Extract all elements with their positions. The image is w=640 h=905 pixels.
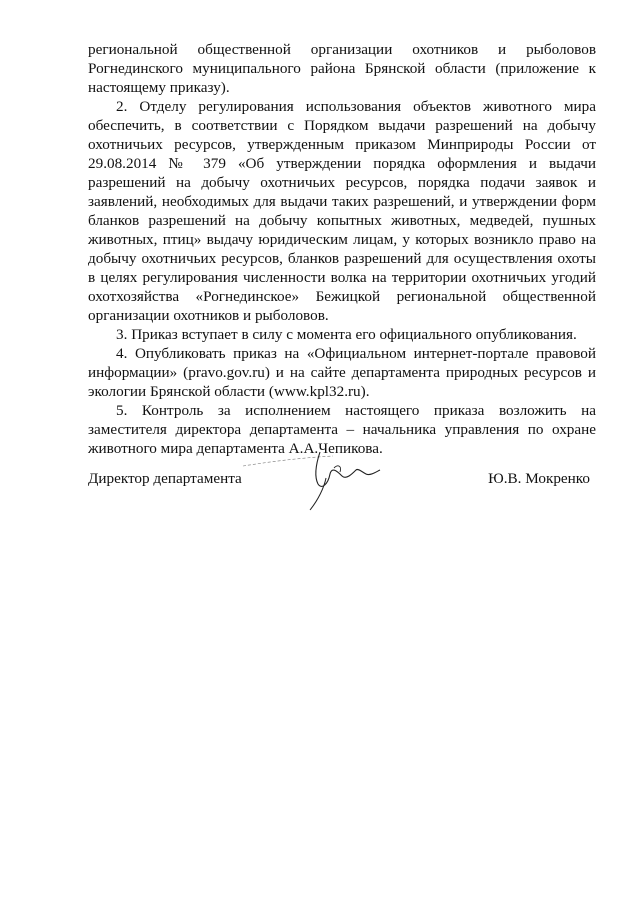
document-body [88, 40, 596, 458]
paragraph-5: 5. Контроль за исполнением настоящего приказа возложить на заместителя директора департамента – начальника управления по охране животного мира департамента А.А.Чепикова. [88, 402, 596, 457]
paragraph-3: 3. Приказ вступает в силу с момента его официального опубликования. [116, 326, 577, 343]
signature-block [88, 470, 596, 510]
paragraph-continuation: региональной общественной организации охотников и рыболовов Рогнединского муниципального района Брянской области (приложение к настоящему приказу). [88, 41, 596, 96]
signatory-title: Директор департамента [88, 470, 242, 487]
paragraph-4: 4. Опубликовать приказ на «Официальном интернет-портале правовой информации» (pravo.gov.ru) и на сайте департамента природных ресурсов и экологии Брянской области (www.kpl32.ru). [88, 345, 596, 400]
signatory-name: Ю.В. Мокренко [488, 470, 590, 487]
paragraph-2: 2. Отделу регулирования использования объектов животного мира обеспечить, в соответствии с Порядком выдачи разрешений на добычу охотничьих ресурсов, утвержденным приказом Минприроды России от 29.08.2014 № 379 «Об утверждении порядка оформления и выдачи разрешений на добычу охотничьих ресурсов, порядка подачи заявок и заявлений, необходимых для выдачи таких разрешений, и утверждении форм бланков разрешений на добычу копытных животных, медведей, пушных животных, птиц» выдачу юридическим лицам, у которых возникло право на добычу охотничьих ресурсов, бланков разрешений для осуществления охоты в целях регулирования численности волка на территории охотничьих угодий охотхозяйства «Рогнединское» Бежицкой региональной общественной организации охотников и рыболовов. [88, 98, 596, 324]
handwritten-signature [238, 444, 398, 514]
